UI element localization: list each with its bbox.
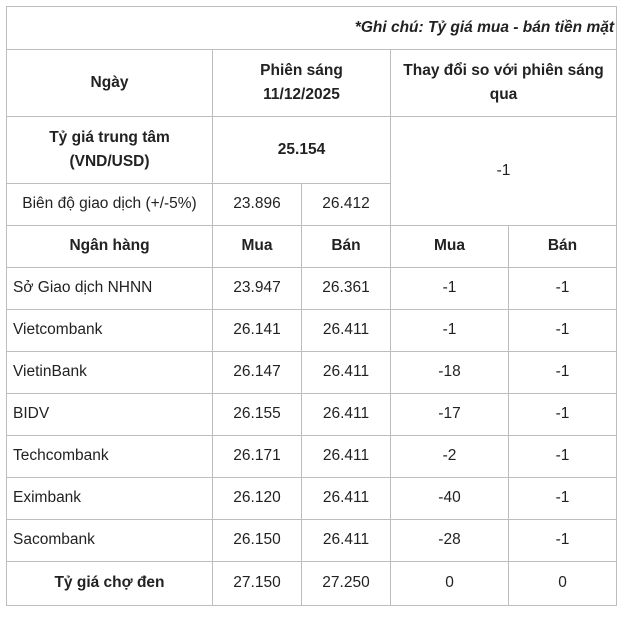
session-header-date: 11/12/2025 bbox=[263, 86, 340, 103]
bank-name: BIDV bbox=[7, 394, 213, 436]
bank-sell: 26.411 bbox=[302, 520, 391, 562]
header-row bbox=[7, 50, 617, 117]
band-low: 23.896 bbox=[213, 184, 302, 226]
exchange-rate-table-container bbox=[6, 6, 617, 606]
bank-change-buy: -40 bbox=[391, 478, 509, 520]
exchange-rate-table bbox=[6, 6, 617, 606]
session-header bbox=[213, 50, 391, 117]
sell-column-header: Bán bbox=[302, 226, 391, 268]
bank-name: Vietcombank bbox=[7, 310, 213, 352]
bank-change-sell: -1 bbox=[509, 478, 617, 520]
bank-buy: 26.141 bbox=[213, 310, 302, 352]
bank-change-sell: -1 bbox=[509, 268, 617, 310]
band-label: Biên độ giao dịch (+/-5%) bbox=[7, 184, 213, 226]
bank-name: Sacombank bbox=[7, 520, 213, 562]
bank-column-header: Ngân hàng bbox=[7, 226, 213, 268]
bank-sell: 26.411 bbox=[302, 352, 391, 394]
bank-sell: 26.411 bbox=[302, 394, 391, 436]
table-row bbox=[7, 268, 617, 310]
bank-change-sell: -1 bbox=[509, 310, 617, 352]
bank-change-buy: -1 bbox=[391, 268, 509, 310]
band-high: 26.412 bbox=[302, 184, 391, 226]
column-header-row bbox=[7, 226, 617, 268]
bank-buy: 26.171 bbox=[213, 436, 302, 478]
table-row bbox=[7, 352, 617, 394]
table-row bbox=[7, 520, 617, 562]
bank-sell: 26.411 bbox=[302, 478, 391, 520]
date-header: Ngày bbox=[7, 50, 213, 117]
black-market-label: Tỷ giá chợ đen bbox=[7, 562, 213, 606]
bank-buy: 26.155 bbox=[213, 394, 302, 436]
change-sell-column-header: Bán bbox=[509, 226, 617, 268]
band-change: -1 bbox=[391, 117, 617, 226]
bank-buy: 26.147 bbox=[213, 352, 302, 394]
table-row bbox=[7, 394, 617, 436]
black-market-change-sell: 0 bbox=[509, 562, 617, 606]
table-row bbox=[7, 310, 617, 352]
black-market-buy: 27.150 bbox=[213, 562, 302, 606]
change-header-line2: qua bbox=[489, 86, 518, 103]
central-rate-row bbox=[7, 117, 617, 184]
bank-change-sell: -1 bbox=[509, 394, 617, 436]
bank-change-buy: -28 bbox=[391, 520, 509, 562]
buy-column-header: Mua bbox=[213, 226, 302, 268]
bank-name: Techcombank bbox=[7, 436, 213, 478]
bank-sell: 26.411 bbox=[302, 436, 391, 478]
black-market-change-buy: 0 bbox=[391, 562, 509, 606]
bank-change-buy: -17 bbox=[391, 394, 509, 436]
bank-buy: 23.947 bbox=[213, 268, 302, 310]
central-rate-label bbox=[7, 117, 213, 184]
note-text: *Ghi chú: Tỷ giá mua - bán tiền mặt bbox=[7, 7, 617, 50]
bank-change-buy: -1 bbox=[391, 310, 509, 352]
bank-sell: 26.361 bbox=[302, 268, 391, 310]
black-market-sell: 27.250 bbox=[302, 562, 391, 606]
bank-sell: 26.411 bbox=[302, 310, 391, 352]
bank-change-sell: -1 bbox=[509, 352, 617, 394]
central-rate-value: 25.154 bbox=[213, 117, 391, 184]
bank-change-buy: -2 bbox=[391, 436, 509, 478]
bank-name: VietinBank bbox=[7, 352, 213, 394]
session-header-line1: Phiên sáng bbox=[260, 61, 343, 79]
bank-buy: 26.150 bbox=[213, 520, 302, 562]
bank-change-sell: -1 bbox=[509, 436, 617, 478]
central-rate-label-line2: (VND/USD) bbox=[69, 153, 150, 170]
table-row bbox=[7, 436, 617, 478]
bank-name: Eximbank bbox=[7, 478, 213, 520]
bank-buy: 26.120 bbox=[213, 478, 302, 520]
central-rate-label-line1: Tỷ giá trung tâm bbox=[49, 128, 170, 146]
black-market-row bbox=[7, 562, 617, 606]
note-row bbox=[7, 7, 617, 50]
bank-change-sell: -1 bbox=[509, 520, 617, 562]
bank-name: Sở Giao dịch NHNN bbox=[7, 268, 213, 310]
change-header-line1: Thay đổi so với phiên sáng bbox=[403, 61, 604, 79]
bank-change-buy: -18 bbox=[391, 352, 509, 394]
table-row bbox=[7, 478, 617, 520]
change-buy-column-header: Mua bbox=[391, 226, 509, 268]
change-header bbox=[391, 50, 617, 117]
